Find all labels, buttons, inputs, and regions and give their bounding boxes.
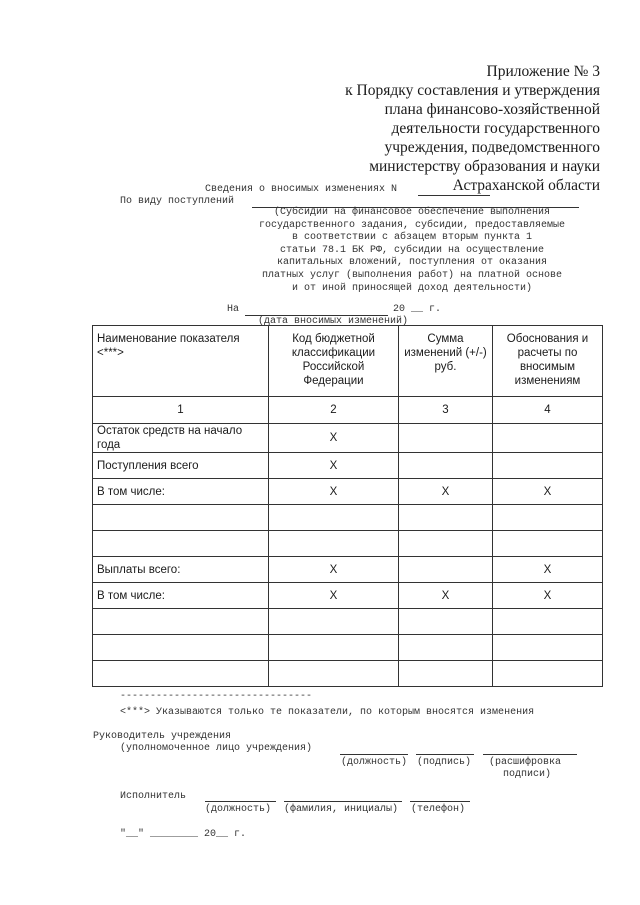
executor-position-line[interactable] bbox=[205, 801, 276, 802]
phone-caption: (телефон) bbox=[411, 804, 466, 815]
table-row bbox=[93, 609, 603, 635]
justification-cell[interactable] bbox=[493, 635, 603, 661]
signature-caption: (подпись) bbox=[417, 757, 472, 768]
code-cell[interactable]: X bbox=[269, 479, 399, 505]
justification-cell[interactable]: X bbox=[493, 583, 603, 609]
subsidy-line: капитальных вложений, поступления от оказания bbox=[276, 257, 548, 269]
table-row bbox=[93, 635, 603, 661]
appendix-line: к Порядку составления и утверждения bbox=[345, 82, 600, 99]
decoding-caption: (расшифровка bbox=[489, 757, 562, 768]
code-cell[interactable] bbox=[269, 609, 399, 635]
appendix-block bbox=[270, 62, 600, 195]
table-row bbox=[93, 557, 603, 583]
column-number: 3 bbox=[399, 397, 493, 424]
indicator-cell: Поступления всего bbox=[93, 453, 269, 479]
amount-cell[interactable] bbox=[399, 635, 493, 661]
indicator-cell: В том числе: bbox=[93, 479, 269, 505]
indicator-cell: Остаток средств на начало года bbox=[93, 424, 269, 453]
subsidy-line: платных услуг (выполнения работ) на платной основе bbox=[261, 269, 563, 281]
position-field-line[interactable] bbox=[340, 754, 408, 755]
column-number: 4 bbox=[493, 397, 603, 424]
date-caption: (дата вносимых изменений) bbox=[258, 316, 409, 327]
justification-cell[interactable]: X bbox=[493, 479, 603, 505]
header-indicator-name: Наименование показателя <***> bbox=[93, 326, 269, 397]
code-cell[interactable]: X bbox=[269, 583, 399, 609]
amount-cell[interactable] bbox=[399, 531, 493, 557]
column-number-row bbox=[93, 397, 603, 424]
indicator-cell[interactable] bbox=[93, 661, 269, 687]
on-label: На bbox=[227, 304, 240, 315]
code-cell[interactable] bbox=[269, 635, 399, 661]
table-row bbox=[93, 453, 603, 479]
amount-cell[interactable] bbox=[399, 453, 493, 479]
table-row bbox=[93, 424, 603, 453]
position-caption: (должность) bbox=[341, 757, 408, 768]
executor-name-line[interactable] bbox=[284, 801, 402, 802]
column-number: 1 bbox=[93, 397, 269, 424]
decoding-caption: подписи) bbox=[503, 769, 552, 780]
justification-cell[interactable] bbox=[493, 453, 603, 479]
code-cell[interactable]: X bbox=[269, 557, 399, 583]
amount-cell[interactable]: X bbox=[399, 583, 493, 609]
signature-field-line[interactable] bbox=[416, 754, 474, 755]
subsidy-description bbox=[247, 207, 577, 295]
table-row bbox=[93, 531, 603, 557]
indicator-cell[interactable] bbox=[93, 635, 269, 661]
name-caption: (фамилия, инициалы) bbox=[284, 804, 399, 815]
code-cell[interactable] bbox=[269, 531, 399, 557]
subsidy-line: статьи 78.1 БК РФ, субсидии на осуществление bbox=[279, 244, 545, 256]
subsidy-line: и от иной приносящей доход деятельности) bbox=[291, 282, 533, 294]
amount-cell[interactable] bbox=[399, 661, 493, 687]
code-cell[interactable]: X bbox=[269, 453, 399, 479]
header-change-amount: Сумма изменений (+/-) руб. bbox=[399, 326, 493, 397]
column-number: 2 bbox=[269, 397, 399, 424]
footnote-separator: -------------------------------- bbox=[120, 691, 313, 702]
justification-cell[interactable] bbox=[493, 505, 603, 531]
indicator-cell: Выплаты всего: bbox=[93, 557, 269, 583]
indicator-cell[interactable] bbox=[93, 505, 269, 531]
header-justification: Обоснования и расчеты по вносимым изменениям bbox=[493, 326, 603, 397]
appendix-line: Приложение № 3 bbox=[486, 63, 600, 80]
code-cell[interactable] bbox=[269, 505, 399, 531]
justification-cell[interactable] bbox=[493, 661, 603, 687]
indicator-cell: В том числе: bbox=[93, 583, 269, 609]
appendix-line: деятельности государственного bbox=[391, 120, 600, 137]
code-cell[interactable]: X bbox=[269, 424, 399, 453]
amount-cell[interactable]: X bbox=[399, 479, 493, 505]
executor-position-caption: (должность) bbox=[205, 804, 272, 815]
table-row bbox=[93, 583, 603, 609]
appendix-line: Астраханской области bbox=[452, 177, 600, 194]
amount-cell[interactable] bbox=[399, 609, 493, 635]
table-row bbox=[93, 661, 603, 687]
subsidy-line: государственного задания, субсидии, предоставляемые bbox=[258, 219, 566, 231]
justification-cell[interactable]: X bbox=[493, 557, 603, 583]
table-row bbox=[93, 505, 603, 531]
table-header-row bbox=[93, 326, 603, 397]
appendix-line: учреждения, подведомственного bbox=[384, 139, 600, 156]
appendix-line: министерству образования и науки bbox=[369, 158, 600, 175]
amount-cell[interactable] bbox=[399, 424, 493, 453]
amount-cell[interactable] bbox=[399, 505, 493, 531]
header-budget-code: Код бюджетной классификации Российской Федерации bbox=[269, 326, 399, 397]
table-row bbox=[93, 479, 603, 505]
justification-cell[interactable] bbox=[493, 531, 603, 557]
changes-table bbox=[92, 325, 603, 687]
number-field-line[interactable] bbox=[418, 195, 490, 196]
subsidy-line: в соответствии с абзацем вторым пункта 1 bbox=[291, 232, 533, 244]
code-cell[interactable] bbox=[269, 661, 399, 687]
year-text: 20 __ г. bbox=[393, 304, 442, 315]
amount-cell[interactable] bbox=[399, 557, 493, 583]
form-title: Сведения о вносимых изменениях N bbox=[205, 184, 398, 195]
indicator-cell[interactable] bbox=[93, 531, 269, 557]
decoding-field-line[interactable] bbox=[483, 754, 577, 755]
date-line[interactable]: "__" ________ 20__ г. bbox=[120, 829, 247, 840]
head-label: Руководитель учреждения bbox=[93, 731, 232, 742]
justification-cell[interactable] bbox=[493, 609, 603, 635]
by-type-label: По виду поступлений bbox=[120, 196, 235, 207]
authorized-label: (уполномоченное лицо учреждения) bbox=[120, 743, 313, 754]
appendix-line: плана финансово-хозяйственной bbox=[384, 101, 600, 118]
footnote-text: <***> Указываются только те показатели, по которым вносятся изменения bbox=[120, 707, 535, 718]
justification-cell[interactable] bbox=[493, 424, 603, 453]
executor-label: Исполнитель bbox=[120, 791, 187, 802]
indicator-cell[interactable] bbox=[93, 609, 269, 635]
subsidy-line: (Субсидии на финансовое обеспечение выполнения bbox=[273, 207, 551, 218]
executor-phone-line[interactable] bbox=[410, 801, 470, 802]
